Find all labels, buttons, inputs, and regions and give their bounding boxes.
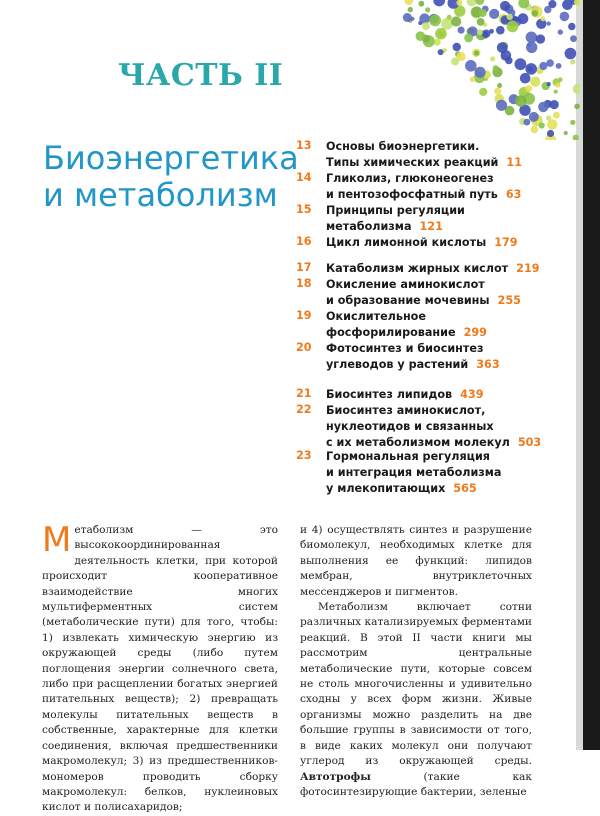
toc-title-line: Основы биоэнергетики. [326,140,480,153]
body-column-right [300,523,532,800]
molecule-atom [497,83,502,88]
toc-title-line: нуклеотидов и связанных [326,420,494,433]
toc-page-number: 11 [506,156,522,169]
toc-chapter-title [326,341,500,373]
molecule-atom [527,43,531,47]
molecule-atom [558,77,563,82]
molecule-atom [489,29,494,34]
toc-title-line: Принципы регуляции [326,204,465,217]
toc-title-line: Катаболизм жирных кислот 219 [326,262,540,275]
section-title-line-1: Биоэнергетика [43,139,299,177]
molecule-atom [530,77,540,87]
molecule-atom [453,43,461,51]
molecule-atom [405,0,414,5]
toc-title-line: Типы химических реакций 11 [326,156,522,169]
toc-title-line: и интеграция метаболизма [326,466,502,479]
toc-title-line: Фотосинтез и биосинтез [326,342,484,355]
body-right-paragraph-2-tail: (такие как фотосинтезирующие бактерии, зеленые [300,770,532,798]
molecule-atom [408,7,413,12]
toc-chapter-title [326,139,522,171]
toc-chapter-title [326,403,541,451]
molecule-atom [558,29,563,34]
molecule-atom [544,6,551,13]
molecule-atom [433,0,445,6]
molecule-atom [403,13,412,22]
molecule-atom [482,30,490,38]
molecule-atom [553,112,560,119]
molecule-atom [506,52,511,57]
molecule-atom [536,34,545,43]
molecule-atom [556,63,562,69]
molecule-atom [547,22,551,26]
molecule-atom [458,27,465,34]
molecule-atom [489,9,499,19]
molecule-atom [525,85,532,92]
molecule-atom [441,18,453,30]
toc-title-line: Окисление аминокислот [326,278,485,291]
molecule-atom [515,95,526,106]
body-right-paragraph-2-text: Метаболизм включает сотни различных катализируемых ферментами реакций. В этой II части книги мы рассмотрим центральные метаболические пути, которые совсем не столь многочисленны и удивительно сходны у всех форм жизни. Живые организмы можно разделить на две большие группы в зависимости от того, в виде каких молекул они получают углерод из окружающей среды. [300,601,532,768]
toc-title-line: Цикл лимонной кислоты 179 [326,236,518,249]
molecule-atom [547,82,551,86]
toc-chapter-number: 18 [296,277,312,290]
toc-chapter-number: 21 [296,387,312,400]
body-right-paragraph-2 [300,600,532,800]
molecule-atom [518,13,529,24]
molecule-atom [570,35,577,42]
toc-chapter-number: 22 [296,403,312,416]
toc-chapter-title [326,171,521,203]
toc-chapter-title [326,449,501,497]
molecule-atom [456,52,465,61]
molecule-atom [564,131,568,135]
molecule-atom [539,122,545,128]
molecule-atom [500,1,510,11]
toc-chapter-number: 14 [296,171,312,184]
molecule-illustration [395,0,580,140]
toc-page-number: 179 [494,236,518,249]
toc-title-line: с их метаболизмом молекул 503 [326,436,542,449]
molecule-atom [490,57,495,62]
molecule-atom [475,0,484,5]
molecule-atom [479,88,487,96]
molecule-atom [479,9,487,17]
section-title-line-2: и метаболизм [43,176,278,214]
toc-page-number: 219 [516,262,540,275]
toc-chapter-title [326,235,518,251]
molecule-atom [451,16,461,26]
toc-title-line: Биосинтез липидов 439 [326,388,484,401]
body-column-left [42,520,278,816]
molecule-atom [547,130,554,137]
toc-title-line: Гормональная регуляция [326,450,490,463]
molecule-atom [439,31,444,36]
molecule-atom [507,21,519,33]
toc-page-number: 121 [419,220,443,233]
toc-page-number: 439 [460,388,484,401]
toc-chapter-number: 17 [296,261,312,274]
molecule-atom [429,15,441,27]
molecule-atom [494,88,501,95]
molecule-atom [515,58,527,70]
molecule-atom [422,22,430,30]
molecule-atom [467,0,477,6]
molecule-atom [541,16,546,21]
toc-chapter-number: 13 [296,139,312,152]
molecule-atom [434,39,441,46]
molecule-atom [524,119,531,126]
molecule-atom [554,90,558,94]
molecule-atom [425,7,430,12]
molecule-atom [526,32,538,44]
toc-chapter-number: 19 [296,309,312,322]
molecule-atom [570,120,575,125]
molecule-atom [570,59,575,64]
molecule-atom [568,23,575,30]
molecule-atom [555,83,560,88]
body-right-paragraph-1: и 4) осуществлять синтез и разрушение биомолекул, необходимых клетке для выполнения ее функций: липидов мембран, внутриклеточных мессенджеров и пигментов. [300,524,532,598]
molecule-atom [470,77,475,82]
toc-title-line: углеводов у растений 363 [326,358,500,371]
molecule-atom [477,18,485,26]
toc-page-number: 363 [476,358,500,371]
toc-page-number: 565 [453,482,477,495]
toc-title-line: и пентозофосфатный путь 63 [326,188,522,201]
toc-title-line: Гликолиз, глюконеогенез [326,172,494,185]
toc-chapter-number: 23 [296,449,312,462]
molecule-atom [520,73,531,84]
molecule-atom [438,49,444,55]
molecule-atom [477,29,483,35]
molecule-atom [497,42,508,53]
molecule-atom [496,100,507,111]
molecule-atom [573,135,579,140]
toc-title-line: у млекопитающих 565 [326,482,477,495]
toc-page-number: 255 [497,294,521,307]
molecule-atom [574,0,580,6]
toc-chapter-title [326,309,487,341]
toc-title-line: фосфорилирование 299 [326,326,487,339]
molecule-atom [496,26,505,35]
molecule-atom [474,50,479,55]
molecule-atom [447,15,452,20]
molecule-atom [547,119,557,129]
toc-page-number: 299 [463,326,487,339]
molecule-atom [539,62,547,70]
molecule-atom [493,65,499,71]
molecule-atom [475,67,486,78]
drop-cap: М [42,520,72,560]
molecule-atom [532,10,539,17]
body-left-text: етаболизм — это высококоординированная деятельность клетки, при которой происходит кооперативное взаимодействие многих мультиферментных систем (метаболические пути) для того, чтобы: 1) извлекать химическую энергию из окружающей среды (либо путем поглощения энергии солнечного света, либо при расщеплении богатых энергией питательных веществ); 2) превращать молекулы питательных веществ в собственные, характерные для клетки соединения, включая предшественники макромолекул; 3) из предшественников-мономеров проводить сборку макромолекул: белков, нуклеиновых кислот и полисахаридов; [42,524,278,814]
toc-chapter-title [326,387,483,403]
molecule-atom [560,12,570,22]
molecule-atom [529,112,539,122]
molecule-atom [507,14,513,20]
toc-chapter-number: 16 [296,235,312,248]
molecule-atom [465,60,477,72]
molecule-atom [464,34,473,43]
molecule-atom [531,126,539,134]
molecule-atom [419,1,425,7]
toc-chapter-title [326,261,540,277]
toc-chapter-number: 20 [296,341,312,354]
molecule-atom [538,102,548,112]
toc-title-line: метаболизма 121 [326,220,443,233]
page-edge [583,0,600,750]
toc-title-line: и образование мочевины 255 [326,294,521,307]
term-autotrophs: Автотрофы [300,770,371,783]
toc-page-number: 503 [517,436,542,449]
molecule-atom [565,48,577,60]
molecule-atom [416,31,426,41]
part-title: ЧАСТЬ II [118,58,284,93]
toc-title-line: Окислительное [326,310,426,323]
section-title [43,139,299,214]
toc-chapter-number: 15 [296,203,312,216]
toc-chapter-title [326,277,521,309]
toc-title-line: Биосинтез аминокислот, [326,404,486,417]
molecule-atom [573,84,580,95]
molecule-atom [574,104,580,110]
toc-chapter-title [326,203,465,235]
molecule-atom [505,57,513,65]
molecule-atom [525,63,537,75]
toc-page-number: 63 [505,188,522,201]
